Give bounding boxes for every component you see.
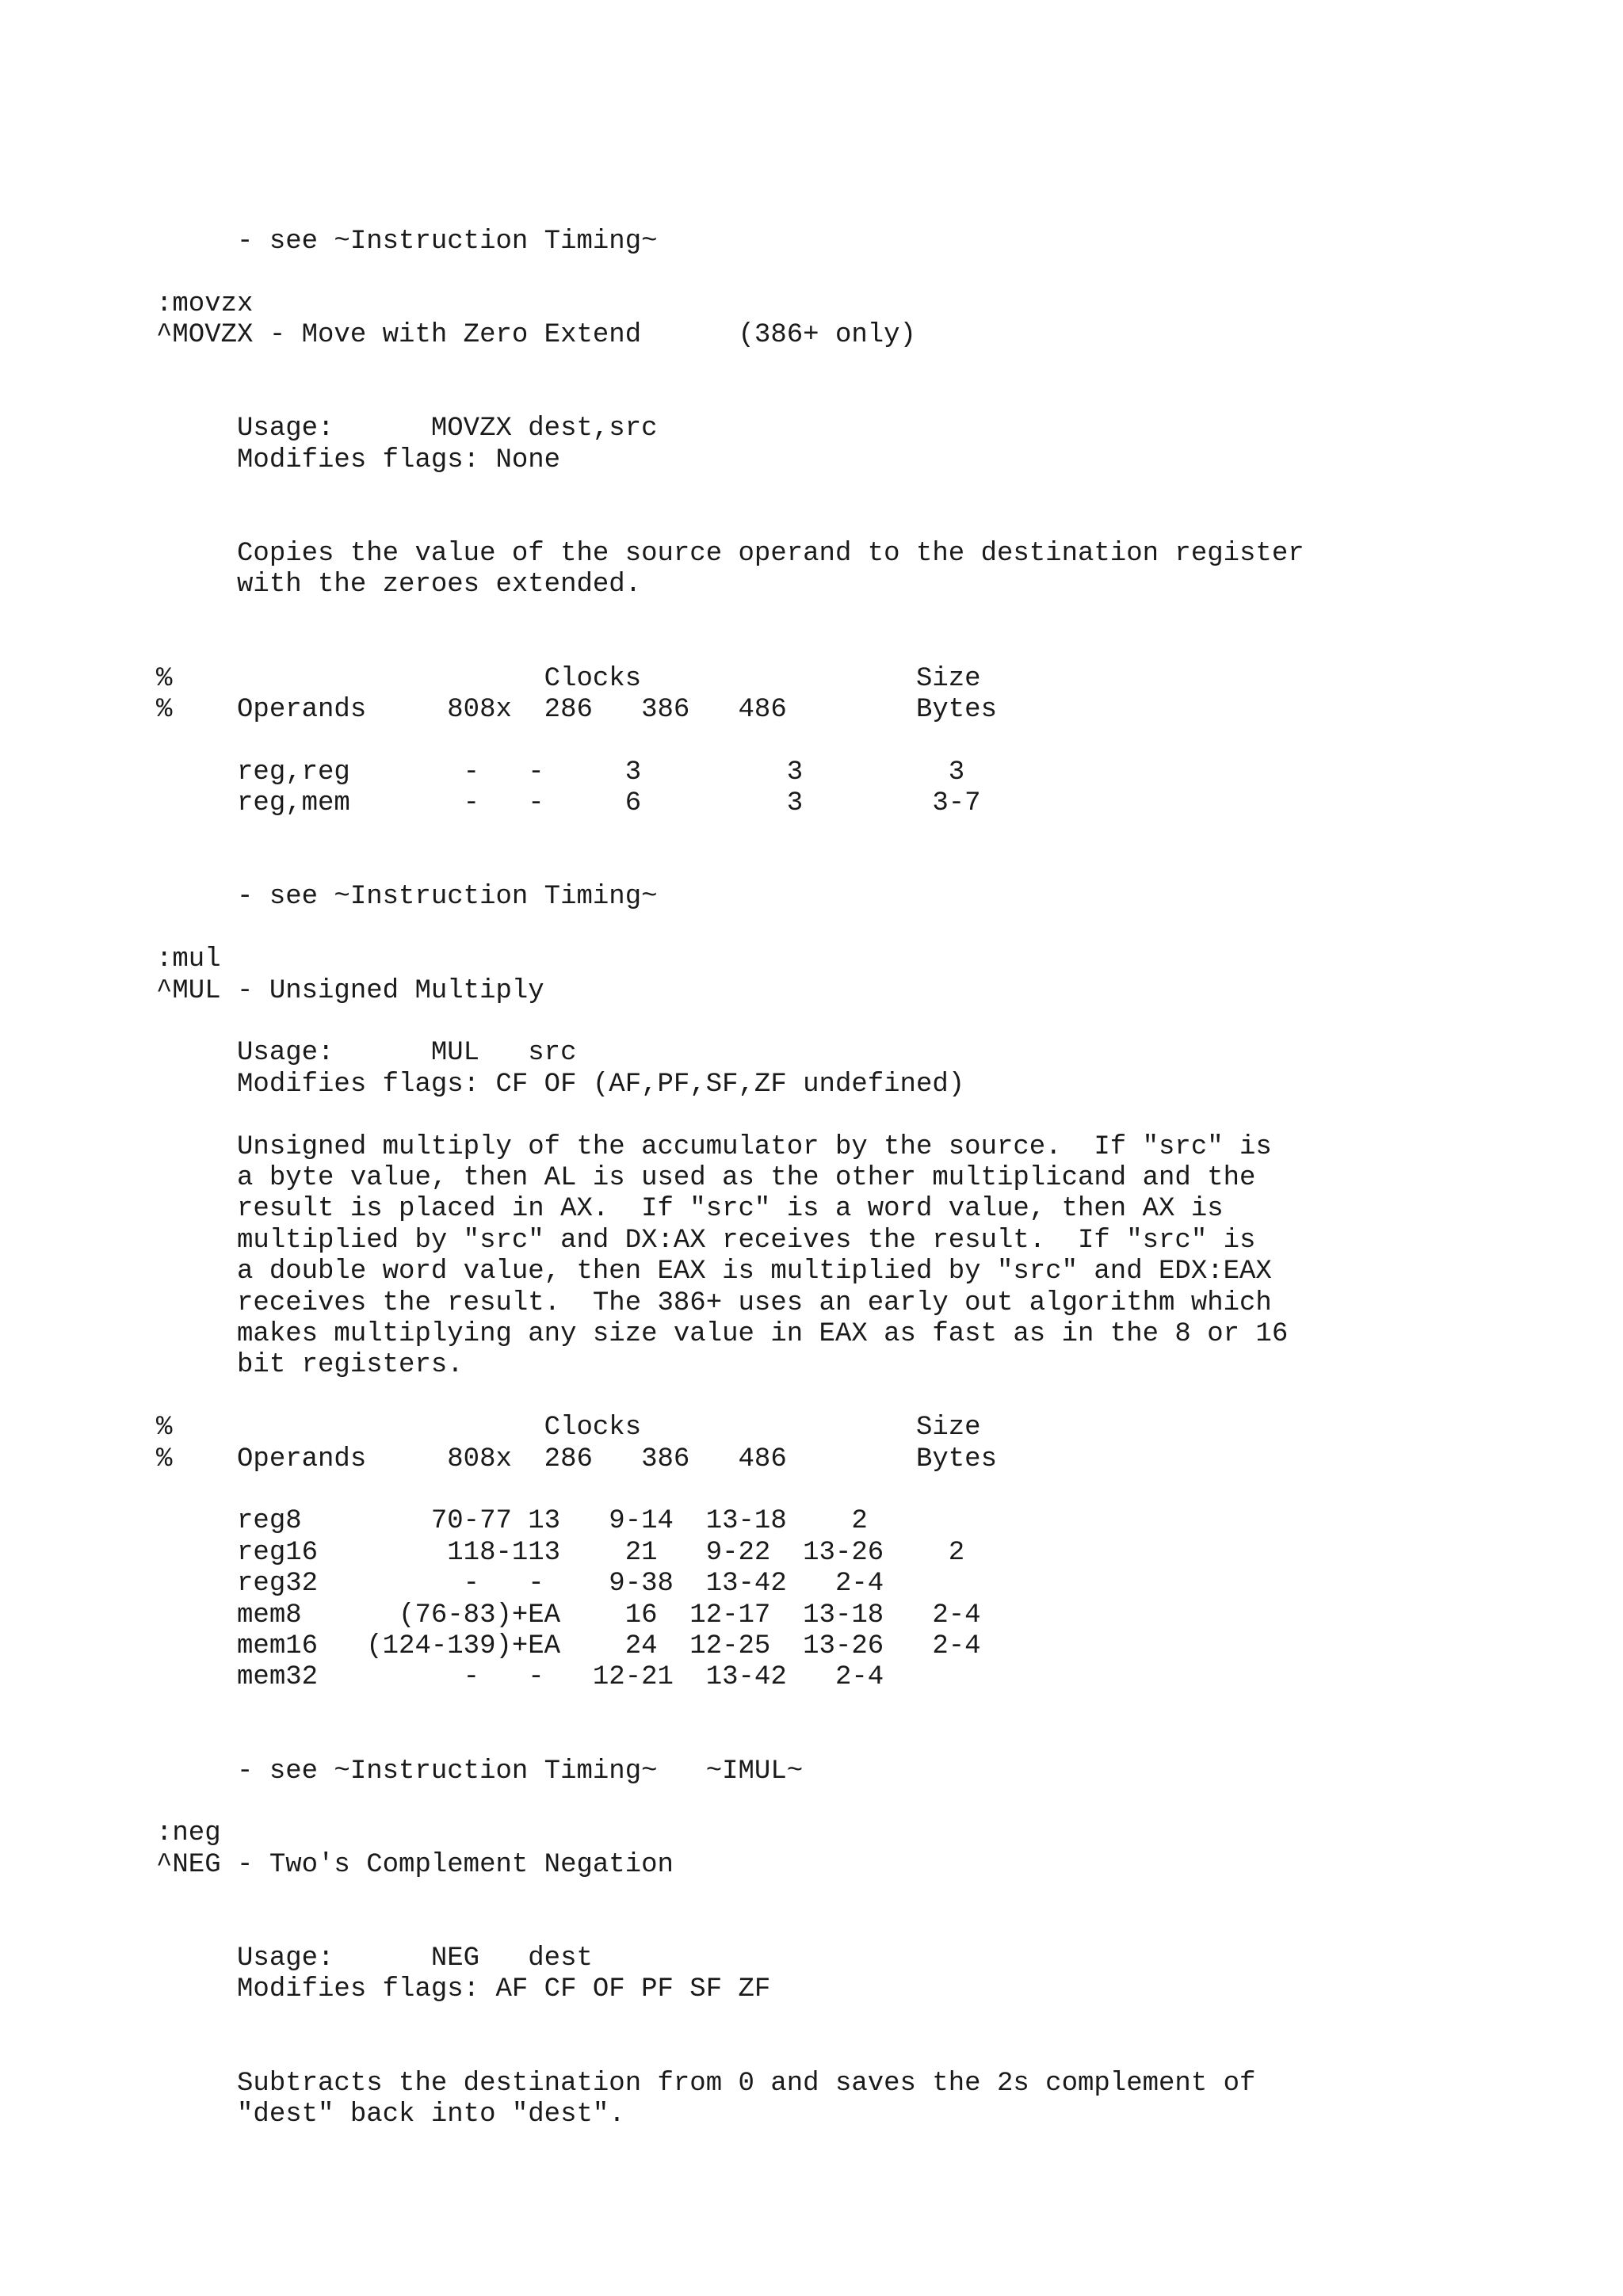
text-line: reg8 70-77 13 9-14 13-18 2 [156,1506,868,1537]
text-line: reg,mem - - 6 3 3-7 [156,788,981,819]
text-line: reg16 118-113 21 9-22 13-26 2 [156,1537,965,1568]
text-line: Unsigned multiply of the accumulator by the source. If "src" is [156,1131,1272,1162]
text-line: with the zeroes extended. [156,570,642,601]
text-line: ^MOVZX - Move with Zero Extend (386+ only) [156,320,916,351]
text-line: Usage: MOVZX dest,src [156,414,658,444]
text-line: - see ~Instruction Timing~ [156,882,658,913]
text-line: - see ~Instruction Timing~ ~IMUL~ [156,1756,804,1787]
text-line: % Operands 808x 286 386 486 Bytes [156,1444,997,1474]
text-line: a byte value, then AL is used as the other multiplicand and the [156,1163,1256,1193]
text-line: a double word value, then EAX is multiplied by "src" and EDX:EAX [156,1257,1272,1287]
text-line: Modifies flags: AF CF OF PF SF ZF [156,1974,771,2005]
text-line: multiplied by "src" and DX:AX receives the result. If "src" is [156,1225,1256,1256]
text-line: ^MUL - Unsigned Multiply [156,975,544,1006]
text-line: mem8 (76-83)+EA 16 12-17 13-18 2-4 [156,1600,981,1630]
text-line: % Clocks Size [156,663,981,694]
text-line: result is placed in AX. If "src" is a word value, then AX is [156,1194,1224,1225]
text-line: :neg [156,1818,221,1849]
text-line: mem16 (124-139)+EA 24 12-25 13-26 2-4 [156,1631,981,1661]
text-line: Modifies flags: None [156,444,561,475]
text-line: Copies the value of the source operand to the destination register [156,539,1304,569]
text-line: reg32 - - 9-38 13-42 2-4 [156,1569,884,1600]
text-line: makes multiplying any size value in EAX as fast as in the 8 or 16 [156,1319,1289,1349]
text-line: "dest" back into "dest". [156,2100,625,2130]
text-line: receives the result. The 386+ uses an early out algorithm which [156,1287,1272,1318]
text-line: % Operands 808x 286 386 486 Bytes [156,695,997,725]
text-line: Usage: NEG dest [156,1943,593,1974]
text-line: Usage: MUL src [156,1038,577,1069]
text-line: Subtracts the destination from 0 and saves the 2s complement of [156,2068,1256,2099]
text-line: mem32 - - 12-21 13-42 2-4 [156,1662,884,1693]
text-line: :movzx [156,288,254,319]
text-line: reg,reg - - 3 3 3 [156,757,965,788]
text-line: % Clocks Size [156,1413,981,1444]
text-line: :mul [156,944,221,975]
text-line: - see ~Instruction Timing~ [156,227,658,257]
text-line: bit registers. [156,1350,464,1381]
text-line: Modifies flags: CF OF (AF,PF,SF,ZF undefined) [156,1069,965,1100]
text-line: ^NEG - Two's Complement Negation [156,1849,674,1880]
